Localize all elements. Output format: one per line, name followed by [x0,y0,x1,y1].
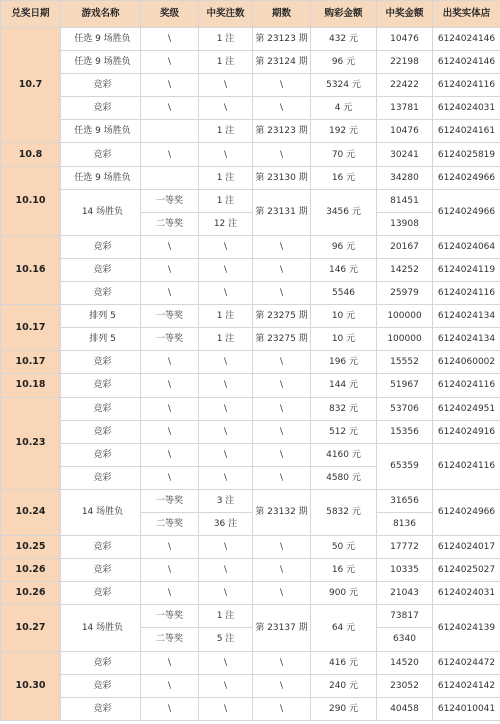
cell-game-name: 竞彩 [61,97,141,120]
cell-prize-amount: 21043 [377,582,433,605]
cell-issue: \ [253,282,311,305]
cell-store-id: 6124024064 [433,235,500,258]
cell-purchase-amount: 3456 元 [311,189,377,235]
cell-game-name: 竞彩 [61,651,141,674]
cell-winning-count: \ [199,74,253,97]
cell-store-id: 6124024134 [433,328,500,351]
table-row [1,166,500,189]
cell-winning-count: 1 注 [199,305,253,328]
cell-winning-count: \ [199,466,253,489]
cell-purchase-amount: 5324 元 [311,74,377,97]
table-header [1,1,500,28]
table-row [1,605,500,628]
cell-prize-amount: 15356 [377,420,433,443]
cell-prize-level: \ [141,28,199,51]
cell-date: 10.24 [1,489,61,535]
cell-issue: \ [253,582,311,605]
cell-game-name: 竞彩 [61,536,141,559]
cell-store-id: 6124024116 [433,443,500,489]
cell-prize-amount: 14252 [377,258,433,281]
cell-issue: \ [253,674,311,697]
cell-prize-level: \ [141,351,199,374]
cell-purchase-amount: 512 元 [311,420,377,443]
cell-prize-level: \ [141,674,199,697]
table-row [1,697,500,720]
cell-issue: \ [253,536,311,559]
cell-game-name: 竞彩 [61,674,141,697]
cell-purchase-amount: 144 元 [311,374,377,397]
cell-winning-count: \ [199,374,253,397]
cell-prize-level: \ [141,74,199,97]
cell-prize-level: \ [141,258,199,281]
cell-prize-level: \ [141,559,199,582]
cell-winning-count: \ [199,282,253,305]
cell-store-id: 6124060002 [433,351,500,374]
cell-prize-level: 二等奖 [141,512,199,535]
cell-prize-level: \ [141,282,199,305]
table-row [1,443,500,466]
cell-prize-level: \ [141,443,199,466]
cell-prize-level: 一等奖 [141,328,199,351]
cell-store-id: 6124024116 [433,282,500,305]
cell-winning-count: 1 注 [199,51,253,74]
cell-issue: \ [253,143,311,166]
cell-purchase-amount: 432 元 [311,28,377,51]
cell-game-name: 竞彩 [61,374,141,397]
cell-issue: \ [253,97,311,120]
table-row [1,582,500,605]
cell-purchase-amount: 16 元 [311,166,377,189]
cell-prize-amount: 22422 [377,74,433,97]
cell-store-id: 6124024951 [433,397,500,420]
cell-winning-count: \ [199,143,253,166]
cell-purchase-amount: 4160 元 [311,443,377,466]
cell-prize-amount: 6340 [377,628,433,651]
cell-winning-count: 1 注 [199,28,253,51]
cell-winning-count: 1 注 [199,120,253,143]
cell-prize-level: 二等奖 [141,628,199,651]
header-purchase-amount: 购彩金额 [311,1,377,28]
cell-purchase-amount: 10 元 [311,305,377,328]
cell-issue: 第 23130 期 [253,166,311,189]
cell-issue: \ [253,443,311,466]
cell-prize-amount: 14520 [377,651,433,674]
cell-store-id: 6124024134 [433,305,500,328]
cell-issue: \ [253,258,311,281]
header-winning-count: 中奖注数 [199,1,253,28]
cell-prize-amount: 100000 [377,305,433,328]
cell-prize-amount: 23052 [377,674,433,697]
cell-purchase-amount: 290 元 [311,697,377,720]
cell-prize-amount: 22198 [377,51,433,74]
table-row [1,51,500,74]
cell-store-id: 6124024966 [433,489,500,535]
cell-prize-level: \ [141,582,199,605]
cell-issue: 第 23123 期 [253,28,311,51]
cell-prize-amount: 10476 [377,120,433,143]
table-row [1,559,500,582]
cell-purchase-amount: 416 元 [311,651,377,674]
cell-date: 10.7 [1,28,61,143]
cell-game-name: 竞彩 [61,420,141,443]
cell-prize-amount: 13781 [377,97,433,120]
cell-date: 10.16 [1,235,61,304]
cell-prize-level: 一等奖 [141,605,199,628]
cell-store-id: 6124024031 [433,582,500,605]
cell-winning-count: 36 注 [199,512,253,535]
cell-winning-count: \ [199,536,253,559]
cell-game-name: 任选 9 场胜负 [61,51,141,74]
cell-prize-level [141,120,199,143]
cell-prize-amount: 17772 [377,536,433,559]
cell-game-name: 14 场胜负 [61,489,141,535]
cell-prize-level [141,166,199,189]
cell-purchase-amount: 4580 元 [311,466,377,489]
cell-date: 10.30 [1,651,61,720]
cell-store-id: 6124024161 [433,120,500,143]
cell-prize-amount: 81451 [377,189,433,212]
table-row [1,97,500,120]
cell-prize-amount: 25979 [377,282,433,305]
cell-store-id: 6124024139 [433,605,500,651]
cell-purchase-amount: 196 元 [311,351,377,374]
cell-winning-count: 1 注 [199,166,253,189]
cell-prize-amount: 15552 [377,351,433,374]
cell-purchase-amount: 70 元 [311,143,377,166]
cell-date: 10.8 [1,143,61,166]
cell-store-id: 6124024017 [433,536,500,559]
cell-issue: \ [253,235,311,258]
cell-store-id: 6124024916 [433,420,500,443]
cell-game-name: 竞彩 [61,143,141,166]
cell-winning-count: \ [199,97,253,120]
cell-prize-level: \ [141,51,199,74]
cell-date: 10.18 [1,374,61,397]
table-row [1,282,500,305]
cell-store-id: 6124024119 [433,258,500,281]
cell-winning-count: 1 注 [199,189,253,212]
cell-prize-level: \ [141,466,199,489]
table-row [1,189,500,212]
table-row [1,328,500,351]
cell-winning-count: \ [199,559,253,582]
table-row [1,235,500,258]
cell-game-name: 竞彩 [61,559,141,582]
cell-prize-amount: 20167 [377,235,433,258]
cell-issue: 第 23132 期 [253,489,311,535]
cell-prize-amount: 73817 [377,605,433,628]
cell-winning-count: \ [199,697,253,720]
cell-game-name: 14 场胜负 [61,189,141,235]
cell-date: 10.17 [1,351,61,374]
cell-game-name: 竞彩 [61,258,141,281]
table-row [1,74,500,97]
cell-game-name: 竞彩 [61,466,141,489]
cell-winning-count: 1 注 [199,605,253,628]
cell-winning-count: \ [199,235,253,258]
cell-prize-level: \ [141,97,199,120]
header-issue: 期数 [253,1,311,28]
table-row [1,489,500,512]
cell-prize-level: \ [141,651,199,674]
cell-purchase-amount: 5832 元 [311,489,377,535]
cell-prize-amount: 10476 [377,28,433,51]
cell-game-name: 竞彩 [61,235,141,258]
cell-winning-count: \ [199,397,253,420]
cell-winning-count: 12 注 [199,212,253,235]
cell-prize-amount: 31656 [377,489,433,512]
cell-purchase-amount: 832 元 [311,397,377,420]
cell-winning-count: \ [199,651,253,674]
cell-issue: 第 23123 期 [253,120,311,143]
cell-purchase-amount: 10 元 [311,328,377,351]
cell-issue: \ [253,74,311,97]
cell-prize-level: 一等奖 [141,305,199,328]
cell-game-name: 竞彩 [61,582,141,605]
cell-game-name: 排列 5 [61,305,141,328]
cell-prize-level: \ [141,374,199,397]
cell-prize-amount: 40458 [377,697,433,720]
cell-issue: \ [253,559,311,582]
cell-date: 10.23 [1,397,61,489]
table-row [1,374,500,397]
cell-issue: 第 23137 期 [253,605,311,651]
table-row [1,651,500,674]
cell-purchase-amount: 4 元 [311,97,377,120]
cell-winning-count: \ [199,420,253,443]
cell-store-id: 6124024966 [433,166,500,189]
cell-purchase-amount: 192 元 [311,120,377,143]
cell-winning-count: \ [199,351,253,374]
cell-issue: \ [253,397,311,420]
cell-date: 10.17 [1,305,61,351]
cell-store-id: 6124024146 [433,28,500,51]
cell-game-name: 竞彩 [61,351,141,374]
cell-prize-amount: 65359 [377,443,433,489]
cell-purchase-amount: 50 元 [311,536,377,559]
table-row [1,120,500,143]
cell-winning-count: \ [199,443,253,466]
cell-game-name: 任选 9 场胜负 [61,166,141,189]
table-row [1,28,500,51]
cell-store-id: 6124024116 [433,74,500,97]
cell-winning-count: 5 注 [199,628,253,651]
table-row [1,351,500,374]
cell-issue: \ [253,697,311,720]
cell-date: 10.27 [1,605,61,651]
cell-purchase-amount: 64 元 [311,605,377,651]
cell-prize-amount: 51967 [377,374,433,397]
cell-winning-count: \ [199,674,253,697]
cell-game-name: 竞彩 [61,282,141,305]
cell-date: 10.26 [1,559,61,582]
cell-store-id: 6124025027 [433,559,500,582]
cell-store-id: 6124025819 [433,143,500,166]
cell-prize-level: 一等奖 [141,189,199,212]
cell-game-name: 竞彩 [61,397,141,420]
cell-issue: \ [253,651,311,674]
cell-game-name: 任选 9 场胜负 [61,120,141,143]
cell-prize-amount: 10335 [377,559,433,582]
header-game-name: 游戏名称 [61,1,141,28]
cell-prize-amount: 30241 [377,143,433,166]
table-body [1,28,500,721]
cell-purchase-amount: 5546 [311,282,377,305]
table-row [1,143,500,166]
header-store-id: 出奖实体店 [433,1,500,28]
cell-game-name: 14 场胜负 [61,605,141,651]
header-prize-amount: 中奖金额 [377,1,433,28]
cell-issue: \ [253,374,311,397]
cell-prize-level: \ [141,536,199,559]
cell-issue: \ [253,466,311,489]
header-prize-level: 奖级 [141,1,199,28]
cell-prize-level: 二等奖 [141,212,199,235]
cell-store-id: 6124024472 [433,651,500,674]
cell-prize-level: \ [141,420,199,443]
cell-winning-count: \ [199,582,253,605]
cell-purchase-amount: 240 元 [311,674,377,697]
cell-purchase-amount: 146 元 [311,258,377,281]
cell-purchase-amount: 96 元 [311,51,377,74]
cell-store-id: 6124024142 [433,674,500,697]
cell-prize-amount: 13908 [377,212,433,235]
cell-winning-count: \ [199,258,253,281]
cell-game-name: 任选 9 场胜负 [61,28,141,51]
header-row [1,1,500,28]
table-row [1,397,500,420]
cell-issue: 第 23131 期 [253,189,311,235]
cell-date: 10.25 [1,536,61,559]
cell-purchase-amount: 16 元 [311,559,377,582]
cell-store-id: 6124024146 [433,51,500,74]
cell-prize-level: 一等奖 [141,489,199,512]
cell-purchase-amount: 96 元 [311,235,377,258]
cell-winning-count: 3 注 [199,489,253,512]
table-row [1,258,500,281]
cell-issue: 第 23275 期 [253,305,311,328]
cell-game-name: 竞彩 [61,697,141,720]
cell-prize-level: \ [141,397,199,420]
cell-prize-amount: 53706 [377,397,433,420]
cell-winning-count: 1 注 [199,328,253,351]
cell-game-name: 竞彩 [61,443,141,466]
cell-prize-amount: 8136 [377,512,433,535]
header-date: 兑奖日期 [1,1,61,28]
cell-prize-level: \ [141,235,199,258]
table-row [1,536,500,559]
cell-date: 10.26 [1,582,61,605]
cell-prize-level: \ [141,697,199,720]
cell-date: 10.10 [1,166,61,235]
cell-purchase-amount: 900 元 [311,582,377,605]
cell-prize-amount: 34280 [377,166,433,189]
table-row [1,420,500,443]
cell-issue: \ [253,351,311,374]
cell-issue: 第 23275 期 [253,328,311,351]
table-row [1,305,500,328]
cell-prize-amount: 100000 [377,328,433,351]
cell-store-id: 6124024116 [433,374,500,397]
cell-game-name: 排列 5 [61,328,141,351]
cell-game-name: 竞彩 [61,74,141,97]
table-row [1,674,500,697]
cell-store-id: 6124024966 [433,189,500,235]
cell-issue: 第 23124 期 [253,51,311,74]
cell-store-id: 6124010041 [433,697,500,720]
cell-store-id: 6124024031 [433,97,500,120]
cell-prize-level: \ [141,143,199,166]
cell-issue: \ [253,420,311,443]
